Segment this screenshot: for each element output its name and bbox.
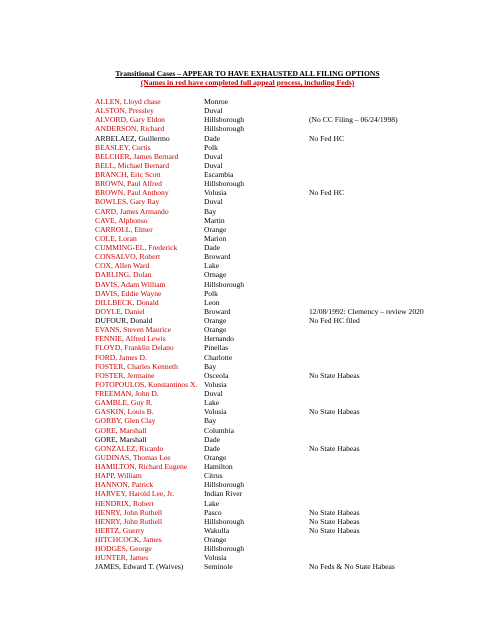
list-item <box>95 225 475 234</box>
case-county: Hillsborough <box>204 480 245 490</box>
case-name: FOTOPOULOS, Konstantinos X. <box>95 379 198 389</box>
case-note: 12/08/1992: Clemency – review 2020 <box>309 306 424 316</box>
list-item <box>95 398 475 407</box>
case-name: GORE, Marshall <box>95 434 147 444</box>
case-county: Lake <box>204 498 220 508</box>
case-name: GASKIN, Louis B. <box>95 407 154 417</box>
case-county: Monroe <box>204 97 229 106</box>
case-name: DAVIS, Adam William <box>95 279 166 289</box>
case-name: CUMMING-EL, Frederick <box>95 243 178 252</box>
case-county: Orange <box>204 224 227 234</box>
case-county: Hillsborough <box>204 179 245 189</box>
list-item <box>95 152 475 161</box>
case-county: Hillsborough <box>204 115 245 125</box>
case-county: Orange <box>204 325 227 335</box>
case-county: Hamilton <box>204 462 233 471</box>
case-county: Seminole <box>204 562 233 572</box>
list-item <box>95 179 475 188</box>
list-item <box>95 170 475 179</box>
case-name: BROWN, Paul Anthony <box>95 188 169 198</box>
case-name: GUDINAS, Thomas Lee <box>95 452 171 462</box>
list-item <box>95 416 475 425</box>
case-name: ALVORD, Gary Eldon <box>95 115 165 125</box>
list-item <box>95 508 475 517</box>
case-county: Hernando <box>204 334 234 344</box>
case-name: BROWN, Paul Alfred <box>95 179 162 189</box>
case-county: Volusia <box>204 379 227 389</box>
case-county: Volusia <box>204 407 227 417</box>
list-item <box>95 371 475 380</box>
case-name: CONSALVO, Robert <box>95 252 161 262</box>
case-county: Hillsborough <box>204 516 245 526</box>
case-county: Lake <box>204 398 220 408</box>
case-note: No State Habeas <box>309 507 360 517</box>
case-name: FORD, James D. <box>95 352 147 362</box>
case-name: GONZALEZ, Ricardo <box>95 443 164 453</box>
case-county: Duval <box>204 106 223 116</box>
list-item <box>95 480 475 489</box>
case-name: HODGES, George <box>95 544 152 554</box>
case-name: DUFOUR, Donald <box>95 316 153 325</box>
case-county: Duval <box>204 389 223 398</box>
case-name: DOYLE, Daniel <box>95 306 145 316</box>
list-item <box>95 252 475 261</box>
case-name: DILLBECK, Donald <box>95 297 159 307</box>
list-item <box>95 261 475 270</box>
case-note: No State Habeas <box>309 516 360 526</box>
case-name: GAMBLE, Guy R. <box>95 398 153 408</box>
list-item <box>95 188 475 197</box>
case-county: Duval <box>204 197 223 207</box>
case-name: JAMES, Edward T. (Waives) <box>95 562 184 572</box>
case-note: No Fed HC <box>309 133 345 143</box>
case-name: CAVE, Alphonso <box>95 215 148 225</box>
case-county: Dade <box>204 434 221 444</box>
case-name: HANNON, Patrick <box>95 480 154 490</box>
case-county: Polk <box>204 142 218 152</box>
case-county: Dade <box>204 133 221 143</box>
case-name: HAPP, William <box>95 471 142 481</box>
case-county: Lake <box>204 261 220 271</box>
subtitle-line: (Names in red have completed full appeal process, including Feds) <box>140 78 355 87</box>
case-name: BEASLEY, Curtis <box>95 142 151 152</box>
case-name: GORBY, Glen Clay <box>95 416 156 426</box>
list-item <box>95 407 475 416</box>
list-item <box>95 362 475 371</box>
case-name: BELCHER, James Bernard <box>95 151 179 161</box>
case-county: Marion <box>204 233 227 243</box>
case-county: Broward <box>204 306 231 316</box>
case-county: Volusia <box>204 553 227 563</box>
case-name: HAMILTON, Richard Eugene <box>95 462 188 471</box>
case-name: FOSTER, Charles Kenneth <box>95 361 178 371</box>
case-name: DAVIS, Eddie Wayne <box>95 288 162 298</box>
list-item <box>95 389 475 398</box>
list-item <box>95 161 475 170</box>
list-item <box>95 544 475 553</box>
case-note: No Feds & No State Habeas <box>309 562 395 572</box>
case-county: Broward <box>204 252 231 262</box>
case-name: HARVEY, Harold Lee, Jr. <box>95 489 174 499</box>
case-name: HERTZ, Guerry <box>95 525 145 535</box>
case-county: Martin <box>204 215 225 225</box>
case-name: FREEMAN, John D. <box>95 389 159 398</box>
case-name: GORE, Marshall <box>95 425 147 435</box>
case-name: FLOYD, Franklin Delano <box>95 343 174 353</box>
case-name: HENRY, John Ruthell <box>95 516 163 526</box>
list-item <box>95 462 475 471</box>
case-note: No State Habeas <box>309 525 360 535</box>
case-name: FOSTER, Jermaine <box>95 370 155 380</box>
case-name: COX, Allen Ward <box>95 261 150 271</box>
case-county: Orange <box>204 316 227 325</box>
list-item <box>95 197 475 206</box>
list-item <box>95 243 475 252</box>
case-name: CARROLL, Elmer <box>95 224 153 234</box>
list-item <box>95 280 475 289</box>
case-county: Bay <box>204 361 217 371</box>
case-county: Bay <box>204 416 217 426</box>
list-item <box>95 426 475 435</box>
list-item <box>95 106 475 115</box>
title-line: Transitional Cases – APPEAR TO HAVE EXHAUSTED ALL FILING OPTIONS <box>115 69 380 78</box>
list-item <box>95 444 475 453</box>
case-note: No Fed HC filed <box>309 316 360 325</box>
case-name: BELL, Michael Bernard <box>95 160 170 170</box>
list-item <box>95 316 475 325</box>
case-name: ALSTON, Pressley <box>95 106 154 116</box>
case-name: ARBELAEZ, Guillermo <box>95 133 170 143</box>
list-item <box>95 115 475 124</box>
list-item <box>95 298 475 307</box>
case-name: HENDRIX, Robert <box>95 498 154 508</box>
list-item <box>95 471 475 480</box>
list-item <box>95 353 475 362</box>
case-list <box>95 97 475 572</box>
list-item <box>95 489 475 498</box>
list-item <box>95 124 475 133</box>
case-county: Hillsborough <box>204 544 245 554</box>
list-item <box>95 143 475 152</box>
case-county: Ornage <box>204 270 227 280</box>
case-county: Osceola <box>204 370 229 380</box>
case-county: Escambia <box>204 170 234 179</box>
case-name: CARD, James Armando <box>95 206 169 216</box>
case-county: Polk <box>204 288 218 298</box>
list-item <box>95 325 475 334</box>
case-name: ALLEN, Lloyd chase <box>95 97 161 106</box>
list-item <box>95 380 475 389</box>
list-item <box>95 270 475 279</box>
case-county: Charlotte <box>204 352 233 362</box>
case-note: No Fed HC <box>309 188 345 198</box>
case-county: Citrus <box>204 471 223 481</box>
case-county: Pasco <box>204 507 222 517</box>
case-name: BRANCH, Eric Scott <box>95 170 161 179</box>
list-item <box>95 562 475 571</box>
case-county: Hillsborough <box>204 279 245 289</box>
case-county: Leon <box>204 297 220 307</box>
case-name: HUNTER, James <box>95 553 149 563</box>
case-county: Wakulla <box>204 525 230 535</box>
case-name: HENRY, John Ruthell <box>95 507 163 517</box>
list-item <box>95 134 475 143</box>
case-note: (No CC Filing – 06/24/1998) <box>309 115 398 125</box>
document-title <box>0 69 495 87</box>
case-name: COLE, Loran <box>95 233 137 243</box>
case-county: Volusia <box>204 188 227 198</box>
list-item <box>95 234 475 243</box>
list-item <box>95 216 475 225</box>
list-item <box>95 499 475 508</box>
case-county: Dade <box>204 443 221 453</box>
case-county: Hillsborough <box>204 124 245 134</box>
list-item <box>95 526 475 535</box>
case-county: Dade <box>204 243 221 252</box>
list-item <box>95 97 475 106</box>
case-county: Indian River <box>204 489 243 499</box>
list-item <box>95 343 475 352</box>
list-item <box>95 535 475 544</box>
list-item <box>95 553 475 562</box>
case-name: ANDERSON, Richard <box>95 124 165 134</box>
case-name: DARLING, Dolan <box>95 270 152 280</box>
case-note: No State Habeas <box>309 370 360 380</box>
case-name: BOWLES, Gary Ray <box>95 197 160 207</box>
case-county: Duval <box>204 151 223 161</box>
list-item <box>95 207 475 216</box>
case-name: EVANS, Steven Maurice <box>95 325 171 335</box>
case-name: FENNIE, Alfred Lewis <box>95 334 166 344</box>
case-county: Orange <box>204 452 227 462</box>
list-item <box>95 453 475 462</box>
list-item <box>95 517 475 526</box>
list-item <box>95 289 475 298</box>
list-item <box>95 334 475 343</box>
case-note: No State Habeas <box>309 443 360 453</box>
case-county: Orange <box>204 535 227 544</box>
list-item <box>95 307 475 316</box>
case-county: Duval <box>204 160 223 170</box>
case-county: Bay <box>204 206 217 216</box>
list-item <box>95 435 475 444</box>
case-name: HITCHCOCK, James <box>95 535 162 544</box>
case-county: Columbia <box>204 425 234 435</box>
case-note: No State Habeas <box>309 407 360 417</box>
case-county: Pinellas <box>204 343 229 353</box>
